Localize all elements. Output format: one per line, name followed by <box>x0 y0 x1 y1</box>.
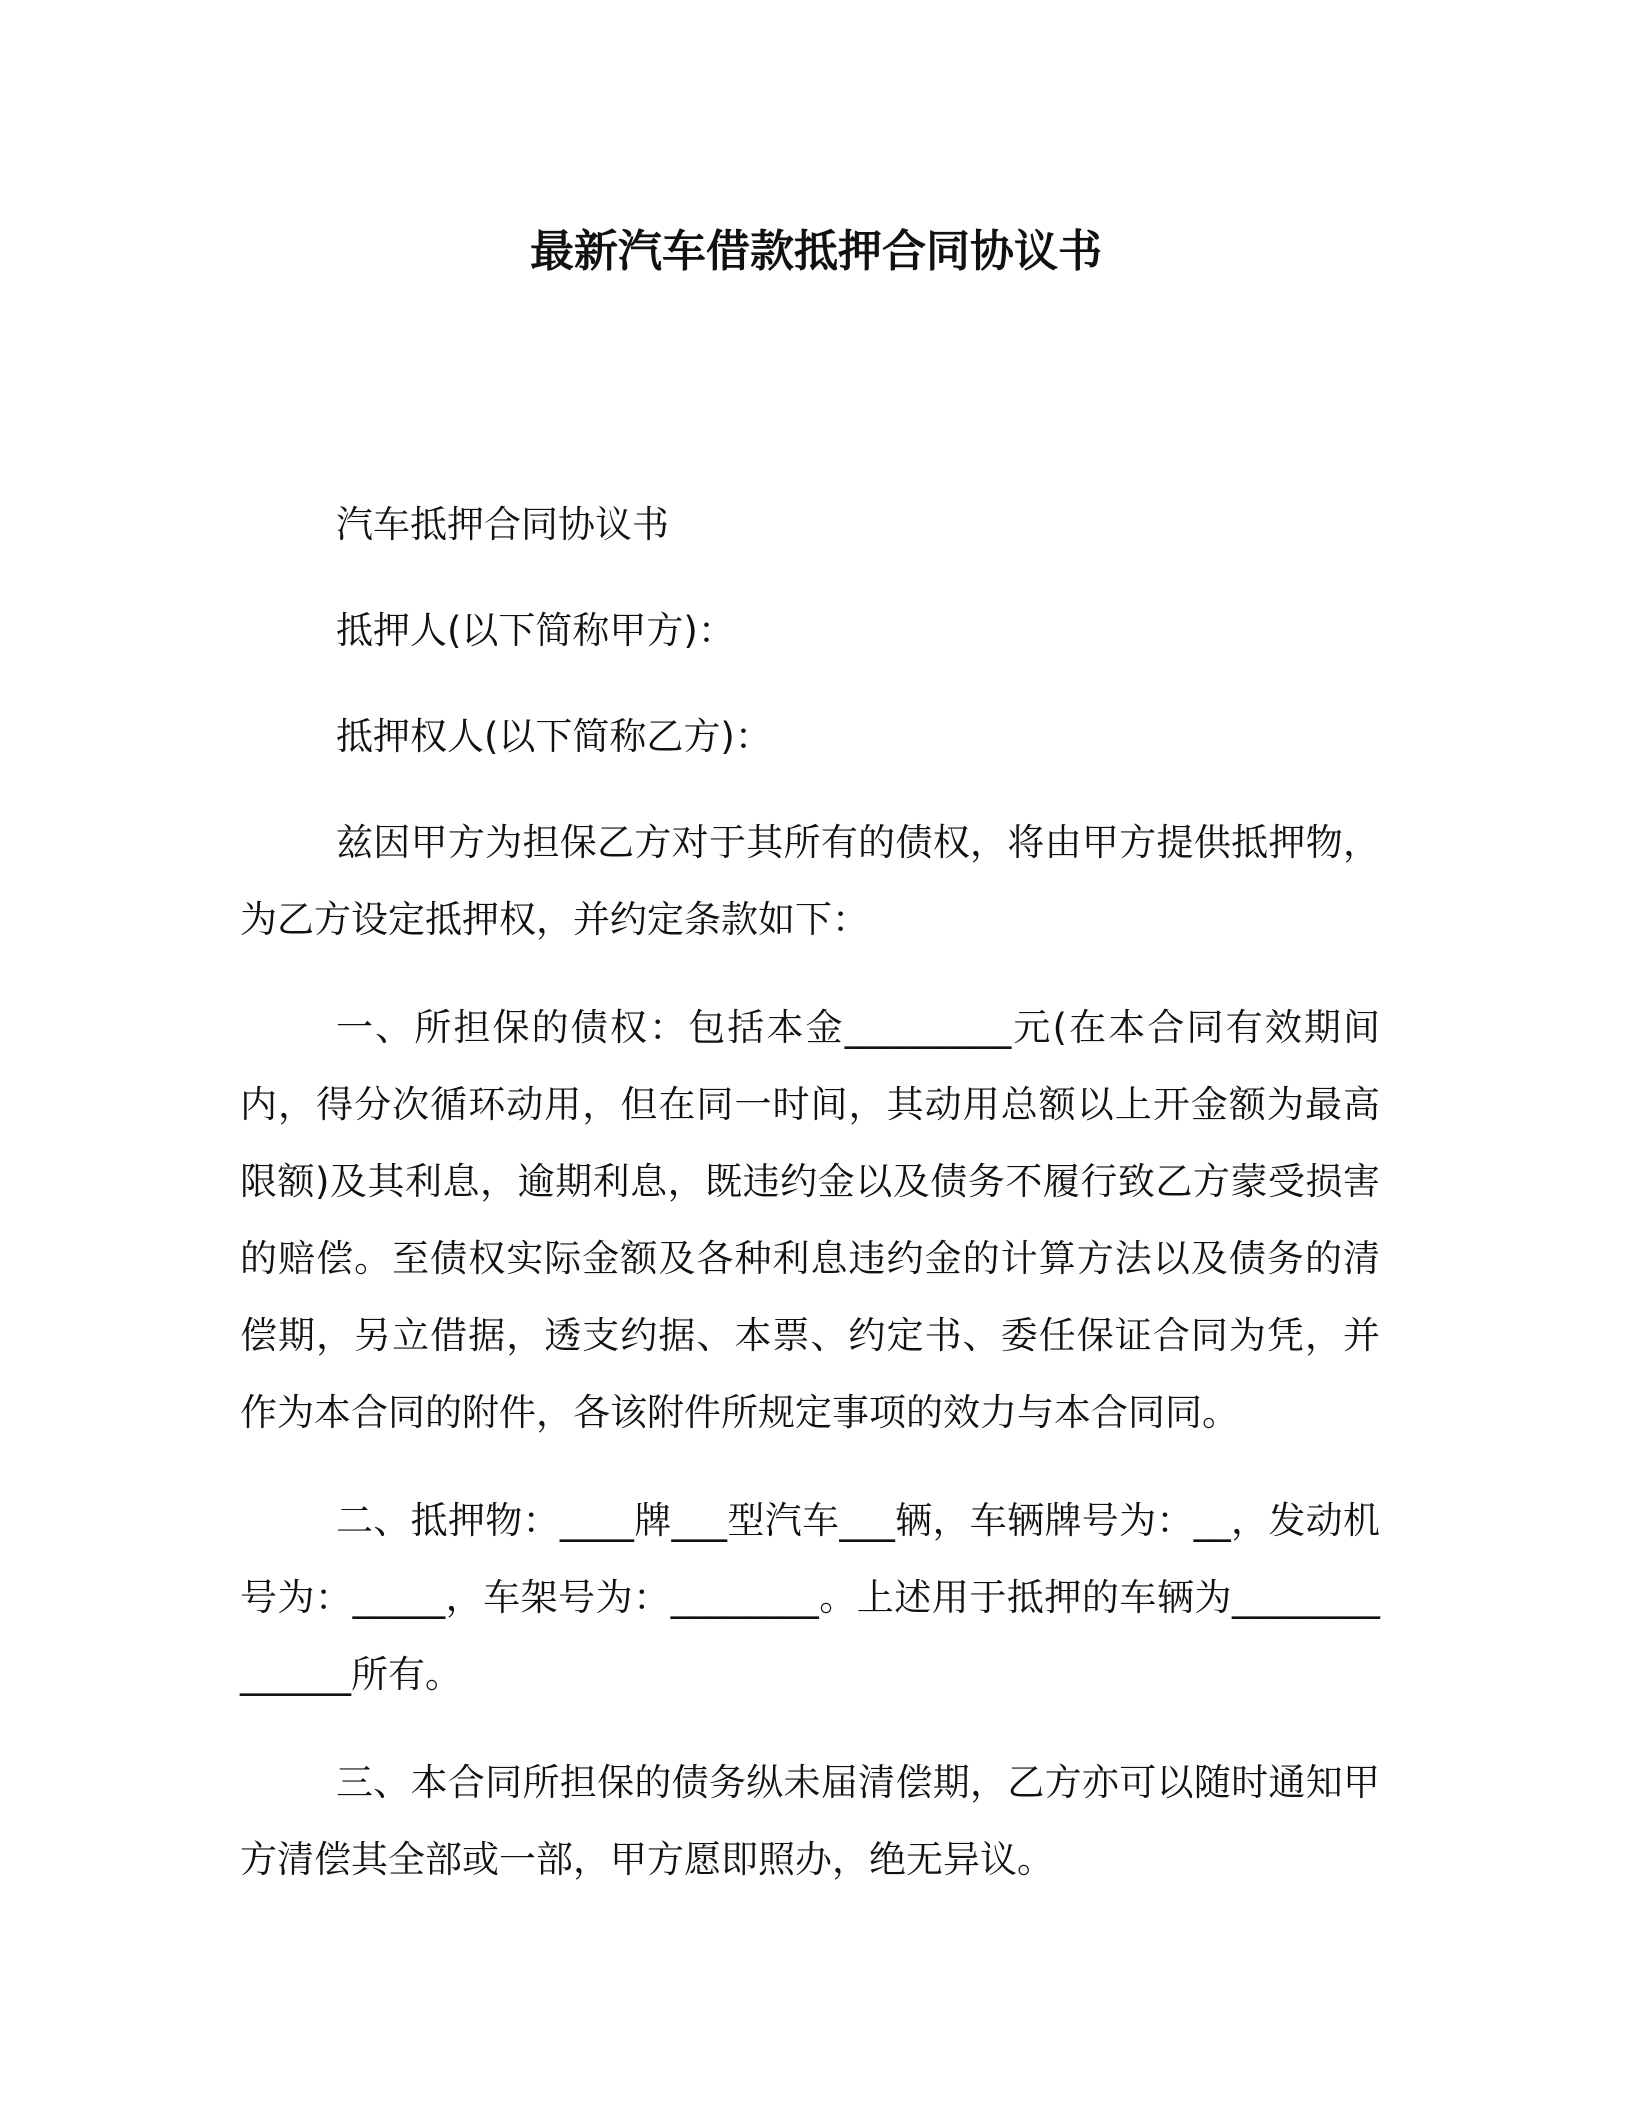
paragraph-preamble: 兹因甲方为担保乙方对于其所有的债权，将由甲方提供抵押物，为乙方设定抵押权，并约定条款如下： <box>240 821 1380 941</box>
paragraph-mortgagee: 抵押权人(以下简称乙方)： <box>336 715 772 758</box>
paragraph-clause-1: 一、所担保的债权：包括本金_________元(在本合同有效期间内，得分次循环动用，但在同一时间，其动用总额以上开金额为最高限额)及其利息，逾期利息，既违约金以及债务不履行致乙方蒙受损害的赔偿。至债权实际金额及各种利息违约金的计算方法以及债务的清偿期，另立借据，透支约据、本票、约定书、委任保证合同为凭，并作为本合同的附件，各该附件所规定事项的效力与本合同同。 <box>240 1006 1380 1434</box>
document-title: 最新汽车借款抵押合同协议书 <box>530 226 1102 277</box>
paragraph-subtitle: 汽车抵押合同协议书 <box>336 503 669 546</box>
paragraph-clause-3: 三、本合同所担保的债务纵未届清偿期，乙方亦可以随时通知甲方清偿其全部或一部，甲方愿即照办，绝无异议。 <box>240 1761 1380 1881</box>
paragraph-clause-2: 二、抵押物：____牌___型汽车___辆，车辆牌号为：__，发动机号为：_____，车架号为：________。上述用于抵押的车辆为______________所有。 <box>240 1499 1380 1696</box>
paragraph-mortgagor: 抵押人(以下简称甲方)： <box>336 609 735 652</box>
document-body <box>240 486 1380 1898</box>
